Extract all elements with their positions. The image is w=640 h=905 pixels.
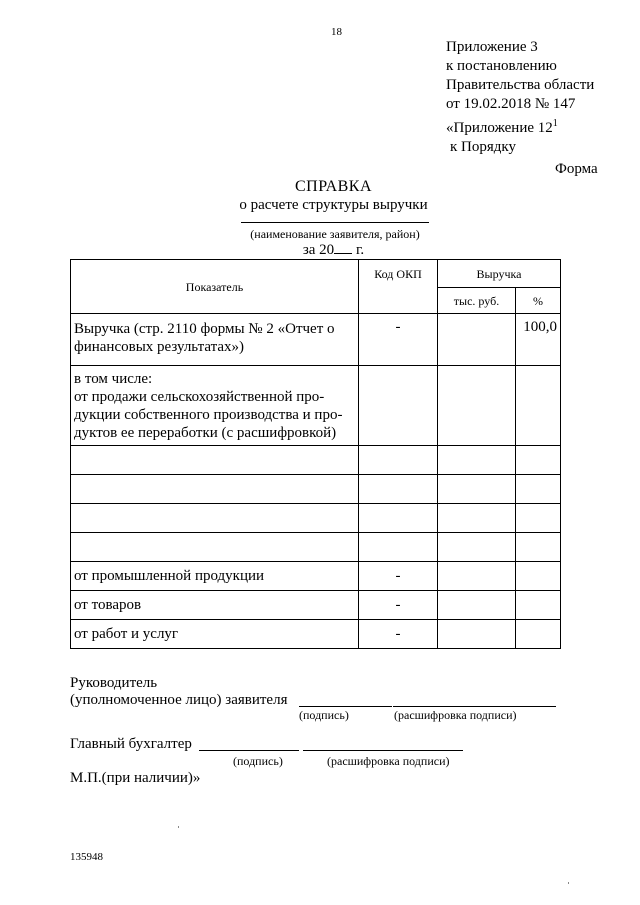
document-code: 135948 xyxy=(70,851,103,863)
document-subtitle: о расчете структуры выручки xyxy=(239,197,428,213)
row-thousand-rub[interactable] xyxy=(438,562,516,591)
row-indicator: Выручка (стр. 2110 формы № 2 «Отчет о финансовых результатах») xyxy=(71,314,359,366)
row-thousand-rub[interactable] xyxy=(438,314,516,366)
row-percent[interactable]: 100,0 xyxy=(516,314,561,366)
document-title: СПРАВКА xyxy=(294,178,373,195)
revenue-structure-table xyxy=(70,259,561,649)
row-okp[interactable] xyxy=(359,475,438,504)
row-thousand-rub[interactable] xyxy=(438,366,516,446)
row-okp[interactable]: - xyxy=(359,314,438,366)
appendix-superscript: 1 xyxy=(552,118,558,129)
header-okp: Код ОКП xyxy=(359,260,438,314)
row-indicator: от товаров xyxy=(71,591,359,620)
header-indicator: Показатель xyxy=(71,260,359,314)
accountant-decode-line[interactable] xyxy=(303,750,463,751)
appendix-line: к Порядку xyxy=(450,139,516,155)
appendix-line xyxy=(446,114,594,138)
row-thousand-rub[interactable] xyxy=(438,591,516,620)
row-indicator[interactable] xyxy=(71,504,359,533)
appendix-number: «Приложение 12 xyxy=(446,120,553,136)
table-row xyxy=(71,314,561,366)
table-row xyxy=(71,620,561,649)
row-okp[interactable] xyxy=(359,446,438,475)
period-prefix: за 20 xyxy=(302,242,335,258)
accountant-decode-caption: (расшифровка подписи) xyxy=(327,754,450,768)
row-okp[interactable] xyxy=(359,504,438,533)
head-authorized: (уполномоченное лицо) заявителя xyxy=(70,692,288,708)
applicant-caption: (наименование заявителя, район) xyxy=(250,227,420,241)
head-sign-caption: (подпись) xyxy=(299,708,349,722)
header-percent: % xyxy=(516,288,561,314)
row-okp[interactable] xyxy=(359,366,438,446)
header-revenue: Выручка xyxy=(438,260,561,288)
head-decode-caption: (расшифровка подписи) xyxy=(394,708,517,722)
row-okp[interactable] xyxy=(359,533,438,562)
head-signature-line[interactable] xyxy=(299,706,392,707)
appendix-block xyxy=(446,38,594,157)
row-okp[interactable]: - xyxy=(359,562,438,591)
accountant-signature-line[interactable] xyxy=(199,750,299,751)
table-row xyxy=(71,562,561,591)
row-percent[interactable] xyxy=(516,562,561,591)
form-label: Форма xyxy=(555,161,598,177)
table-row xyxy=(71,475,561,504)
row-indicator[interactable] xyxy=(71,475,359,504)
row-thousand-rub[interactable] xyxy=(438,475,516,504)
row-thousand-rub[interactable] xyxy=(438,533,516,562)
row-thousand-rub[interactable] xyxy=(438,446,516,475)
scan-speck xyxy=(178,826,179,828)
row-percent[interactable] xyxy=(516,504,561,533)
row-okp[interactable]: - xyxy=(359,591,438,620)
row-indicator[interactable] xyxy=(71,533,359,562)
row-percent[interactable] xyxy=(516,591,561,620)
stamp-note: М.П.(при наличии)» xyxy=(70,770,201,786)
appendix-line: к постановлению xyxy=(446,58,557,74)
row-indicator: от работ и услуг xyxy=(71,620,359,649)
row-percent[interactable] xyxy=(516,533,561,562)
table-row xyxy=(71,504,561,533)
row-indicator: от промышленной продукции xyxy=(71,562,359,591)
row-percent[interactable] xyxy=(516,446,561,475)
page-number: 18 xyxy=(331,26,342,38)
year-field[interactable] xyxy=(334,242,352,254)
appendix-line: от 19.02.2018 № 147 xyxy=(446,96,576,112)
row-thousand-rub[interactable] xyxy=(438,620,516,649)
header-thousand-rub: тыс. руб. xyxy=(438,288,516,314)
table-row xyxy=(71,366,561,446)
accountant-title: Главный бухгалтер xyxy=(70,736,192,752)
appendix-line: Правительства области xyxy=(446,77,595,93)
table-row xyxy=(71,591,561,620)
accountant-sign-caption: (подпись) xyxy=(233,754,283,768)
head-title: Руководитель xyxy=(70,675,158,691)
row-indicator[interactable] xyxy=(71,446,359,475)
table-row xyxy=(71,533,561,562)
row-indicator: в том числе: от продажи сельскохозяйственной про- дукции собственного производства и про- дуктов ее переработки (с расшифровкой) xyxy=(71,366,359,446)
applicant-name-line[interactable] xyxy=(241,222,429,223)
row-percent[interactable] xyxy=(516,366,561,446)
period-suffix: г. xyxy=(352,242,365,258)
period-line xyxy=(0,242,640,259)
row-percent[interactable] xyxy=(516,475,561,504)
row-okp[interactable]: - xyxy=(359,620,438,649)
appendix-line: Приложение 3 xyxy=(446,39,538,55)
row-percent[interactable] xyxy=(516,620,561,649)
table-row xyxy=(71,446,561,475)
scan-speck xyxy=(568,882,569,884)
head-decode-line[interactable] xyxy=(393,706,556,707)
row-thousand-rub[interactable] xyxy=(438,504,516,533)
